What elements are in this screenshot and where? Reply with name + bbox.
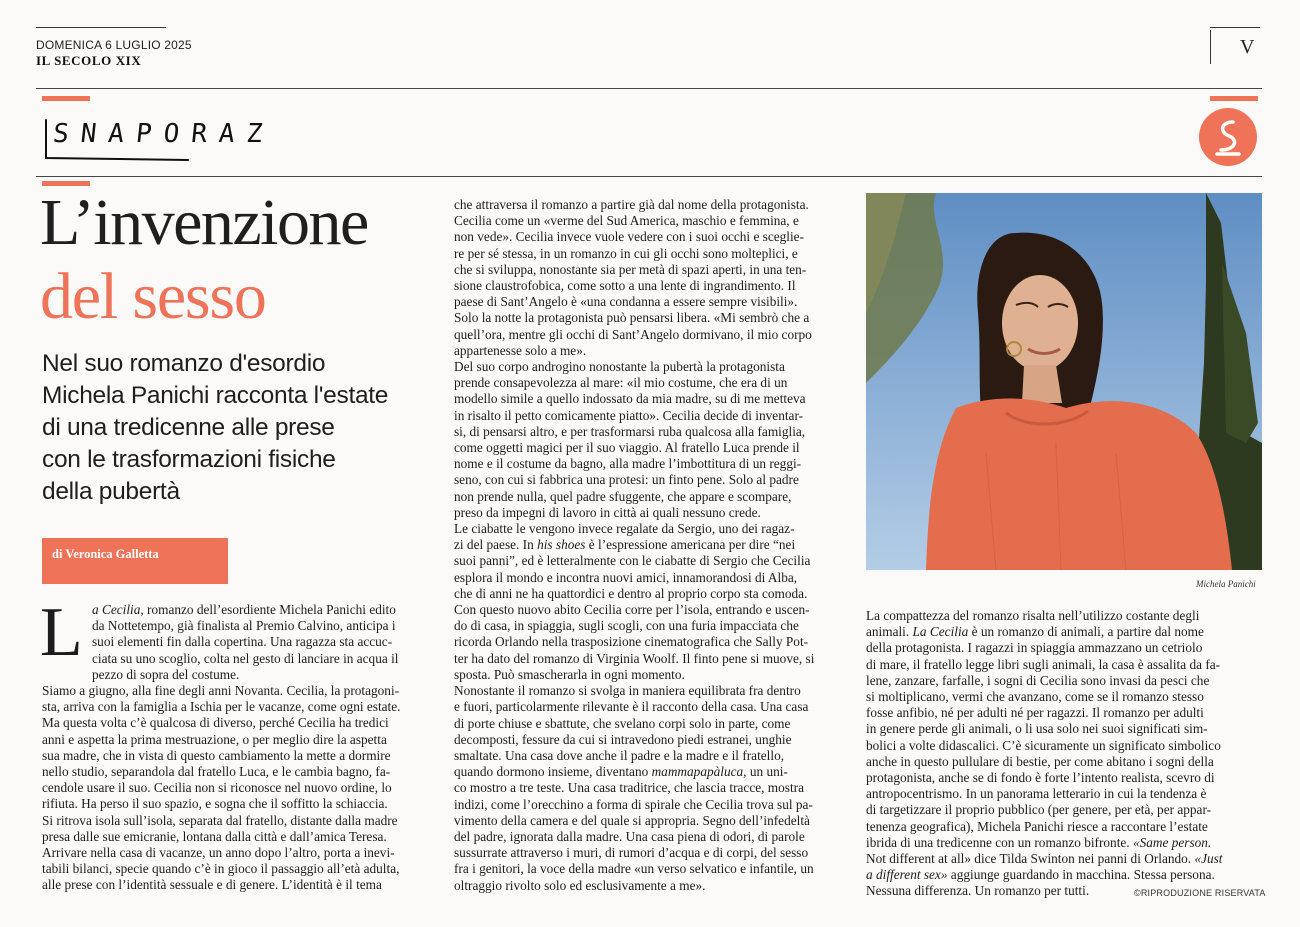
text-line: della protagonista. I ragazzi in spiaggia ammazzano un cetriolo: [866, 640, 1203, 656]
text-line: che di anni ne ha quattordici e dentro al proprio corpo sta comoda.: [454, 585, 808, 601]
text-line: Con questo nuovo abito Cecilia corre per l’isola, entrando e uscen-: [454, 602, 810, 618]
text-line: non prende nulla, quel padre sfuggente, che appare e scompare,: [454, 488, 792, 504]
copyright-notice: ©RIPRODUZIONE RISERVATA: [1134, 888, 1266, 898]
text-line: rifiuta. Ha perso il suo spazio, e sogna che il soffitto la schiaccia.: [42, 796, 388, 812]
text-line: bolici a volte didascalici. C’è sicuramente un significato simbolico: [866, 737, 1221, 753]
text-line: Nessuna differenza. Un romanzo per tutti.: [866, 883, 1090, 899]
text-line: Ma questa volta c’è qualcosa di diverso, perché Cecilia ha tredici: [42, 715, 389, 731]
text-line: Siamo a giugno, alla fine degli anni Novanta. Cecilia, la protagoni-: [42, 683, 400, 699]
section-rule: [36, 176, 1262, 177]
text-line: suoi panni”, ed è letteralmente con le ciabatte di Sergio che Cecilia: [454, 553, 811, 569]
text-line: ter ha dato del romanzo di Virginia Woolf. Il finto pene si muove, si: [454, 650, 815, 666]
text-line: re per sé stessa, in un romanzo in cui gli occhi sono molteplici, e: [454, 245, 798, 261]
subtitle-line: della pubertà: [42, 478, 180, 505]
text-line: co mostro a tre teste. Una casa traditrice, che lascia tracce, mostra: [454, 780, 804, 796]
text-line: Arrivare nella casa di vacanze, un anno dopo l’altro, porta a inevi-: [42, 845, 395, 861]
text-line: lene, zanzare, farfalle, i sogni di Cecilia sono invasi da pesci che: [866, 672, 1210, 688]
text-line: appartenesse solo a me».: [454, 342, 587, 358]
text-line: esplora il mondo e incontra nuovi amici, innamorandosi di Alba,: [454, 569, 798, 585]
text-line: di mare, il fratello legge libri sugli animali, la casa è assalita da fa-: [866, 656, 1221, 672]
text-line: smaltate. Una casa dove anche il padre e la madre e il fratello,: [454, 747, 785, 763]
newspaper-name: IL SECOLO XIX: [36, 53, 142, 68]
section-letter: V: [1240, 36, 1255, 58]
text-line: La compattezza del romanzo risalta nell’utilizzo costante degli: [866, 608, 1200, 623]
article-column-1: [42, 602, 442, 894]
text-line: sione claustrofobica, come sotto a una lente di ingrandimento. Il: [454, 278, 796, 294]
text-line: si moltiplicano, vermi che avanzano, come se il romanzo stesso: [866, 689, 1204, 705]
text-line: alle prese con l’identità sessuale e di genere. L’identità è il tema: [42, 877, 382, 893]
header-rule: [36, 88, 1262, 89]
text-line: cendole usare il suo. Cecilia non si riconosce nel nuovo ordine, lo: [42, 780, 392, 796]
text-line: Del suo corpo androgino nonostante la pubertà la protagonista: [454, 359, 785, 375]
text-line: come oggetti magici per il suo viaggio. Al fratello Luca prende il: [454, 440, 800, 456]
text-line: oltraggio rivolto solo ed esclusivamente a me».: [454, 877, 706, 893]
text-line: fra i genitori, la voce della madre «un verso selvatico e infantile, un: [454, 861, 814, 877]
text-line: antropocentrismo. In un panorama letterario in cui la tendenza è: [866, 786, 1207, 802]
text-line: anni e aspetta la prima mestruazione, o per meglio dire la aspetta: [42, 731, 387, 747]
headline-line-2: del sesso: [40, 260, 266, 333]
subtitle-line: con le trasformazioni fisiche: [42, 446, 336, 473]
text-line: Le ciabatte le vengono invece regalate da Sergio, uno dei ragaz-: [454, 521, 795, 537]
text-line: Not different at all» dice Tilda Swinton nei panni di Orlando. «Just: [866, 851, 1223, 867]
drop-cap: L: [40, 594, 83, 671]
text-line: sposta. Può smascherarla in ogni momento.: [454, 666, 685, 682]
text-line: sta, arriva con la famiglia a Ischia per le vacanze, come ogni estate.: [42, 699, 401, 715]
text-line: presa dalle sue emicranie, lontana dalla città e dall’amica Teresa.: [42, 828, 387, 844]
text-line: paese di Sant’Angelo è «una condanna a essere sempre visibili».: [454, 294, 798, 310]
text-line: di targetizzare il proprio pubblico (per genere, per età, per appar-: [866, 802, 1212, 818]
text-line: protagonista, anche se di fondo è forte l’intento realista, scevro di: [866, 770, 1215, 786]
text-line: non vede». Cecilia invece vuole vedere con i suoi occhi e sceglie-: [454, 229, 805, 245]
accent-bar: [42, 96, 90, 101]
top-rule-left: [36, 27, 166, 28]
text-line: zi del paese. In his shoes è l’espressione americana per dire “nei: [454, 537, 796, 553]
text-line: anche in questo pullulare di bestie, per come abitano i sogni della: [866, 753, 1214, 769]
top-rule-right: [1210, 27, 1260, 28]
text-line: nello studio, separandola dal fratello Luca, e le cambia bagno, fa-: [42, 764, 391, 780]
text-line: Si ritrova isola sull’isola, separata dal fratello, distante dalla madre: [42, 812, 398, 828]
text-line: a Cecilia, romanzo dell’esordiente Michela Panichi edito: [92, 602, 396, 617]
text-line: seno, con cui si fabbrica una protesi: un finto pene. Solo al padre: [454, 472, 799, 488]
text-line: prende consapevolezza al mare: «il mio costume, che era di un: [454, 375, 788, 391]
text-line: sua madre, che in vista di questo cambiamento la mette a dormire: [42, 747, 391, 763]
text-line: che si sviluppa, nonostante sia per metà di spazi aperti, in una ten-: [454, 261, 807, 277]
text-line: vimento della camera e del quale si appropria. Segno dell’infedeltà: [454, 812, 810, 828]
column-name-text: SNAPORAZ: [51, 119, 276, 149]
text-line: Cecilia come un «verme del Sud America, maschio e femmina, e: [454, 213, 799, 229]
text-line: quando dormono insieme, diventano mammapapàluca, un uni-: [454, 764, 788, 780]
author-photo: [866, 193, 1262, 570]
text-line: e fuori, particolarmente rilevante è il racconto della casa. Una casa: [454, 699, 809, 715]
text-line: tabili bilanci, specie quando c’è in gioco il passaggio all’età adulta,: [42, 861, 400, 877]
byline-box: [42, 538, 228, 584]
text-line: pezzo di sopra del costume.: [92, 666, 240, 682]
text-line: Nonostante il romanzo si svolga in maniera equilibrata fra dentro: [454, 683, 801, 699]
text-line: preso da impegni di lavoro in città ai quali nessuno crede.: [454, 504, 761, 520]
text-line: quell’ora, mentre gli occhi di Sant’Angelo dormivano, il mio corpo: [454, 326, 812, 342]
subtitle-line: Michela Panichi racconta l'estate: [42, 382, 389, 409]
text-line: suoi elementi fin dalla copertina. Una ragazza sta accuc-: [92, 634, 393, 650]
byline: di Veronica Galletta: [52, 547, 159, 561]
text-line: decomposti, fessure da cui si intravedono piedi estranei, unghie: [454, 731, 792, 747]
text-line: a different sex» aggiunge guardando in macchina. Stessa persona.: [866, 867, 1215, 883]
text-line: do di casa, in spiaggia, sugli scogli, con una furia impacciata che: [454, 618, 799, 634]
text-line: indizi, come l’orecchino a forma di spirale che Cecilia trova sul pa-: [454, 796, 813, 812]
text-line: del padre, ignorata dalla madre. Una casa piena di odori, di parole: [454, 828, 805, 844]
article-column-3: [866, 608, 1262, 900]
text-line: di porte chiuse e sbattute, che svelano corpi solo in parte, come: [454, 715, 791, 731]
issue-date: DOMENICA 6 LUGLIO 2025: [36, 38, 192, 52]
snaporaz-column-logo: [38, 106, 318, 168]
text-line: Solo la notte la protagonista può pensarsi libera. «Mi sembrò che a: [454, 310, 810, 326]
text-line: sussurrate attraverso i muri, di rumori d’acqua e di corpi, del sesso: [454, 845, 809, 861]
text-line: animali. La Cecilia è un romanzo di animali, a partire dal nome: [866, 624, 1204, 640]
text-line: ciata su uno scoglio, colta nel gesto di lanciare in acqua il: [92, 650, 399, 666]
article-column-2: [454, 197, 854, 894]
text-line: tenenza geografica), Michela Panichi riesce a raccontare l’estate: [866, 818, 1208, 834]
text-line: che attraversa il romanzo a partire già dal nome della protagonista.: [454, 197, 809, 212]
text-line: ricorda Orlando nella trasposizione cinematografica che Sally Pot-: [454, 634, 809, 650]
text-line: si, di pensarsi altro, e per trasformarsi ruba qualcosa alla famiglia,: [454, 423, 806, 439]
text-line: modello simile a quello indossato da mia madre, su di me metteva: [454, 391, 806, 407]
text-line: nome e il costume da bagno, alla madre l’imbottitura di un reggi-: [454, 456, 802, 472]
section-divider: [1210, 30, 1211, 64]
text-line: in risalto il petto comicamente piatto». Cecilia decide di inventar-: [454, 407, 804, 423]
subtitle: [42, 348, 442, 508]
section-logo-icon: [1199, 108, 1257, 166]
subtitle-line: Nel suo romanzo d'esordio: [42, 350, 326, 377]
text-line: fosse anfibio, né per adulti né per ragazzi. Il romanzo per adulti: [866, 705, 1204, 721]
text-line: da Nottetempo, già finalista al Premio Calvino, anticipa i: [92, 618, 396, 634]
accent-bar: [1210, 96, 1258, 101]
text-line: ibrida di una tredicenne con un romanzo bifronte. «Same person.: [866, 834, 1212, 850]
text-line: in genere perde gli animali, o li usa solo nei suoi significati sim-: [866, 721, 1208, 737]
subtitle-line: di una tredicenne alle prese: [42, 414, 335, 441]
headline-line-1: L’invenzione: [40, 186, 368, 259]
photo-caption: Michela Panichi: [1196, 579, 1256, 589]
